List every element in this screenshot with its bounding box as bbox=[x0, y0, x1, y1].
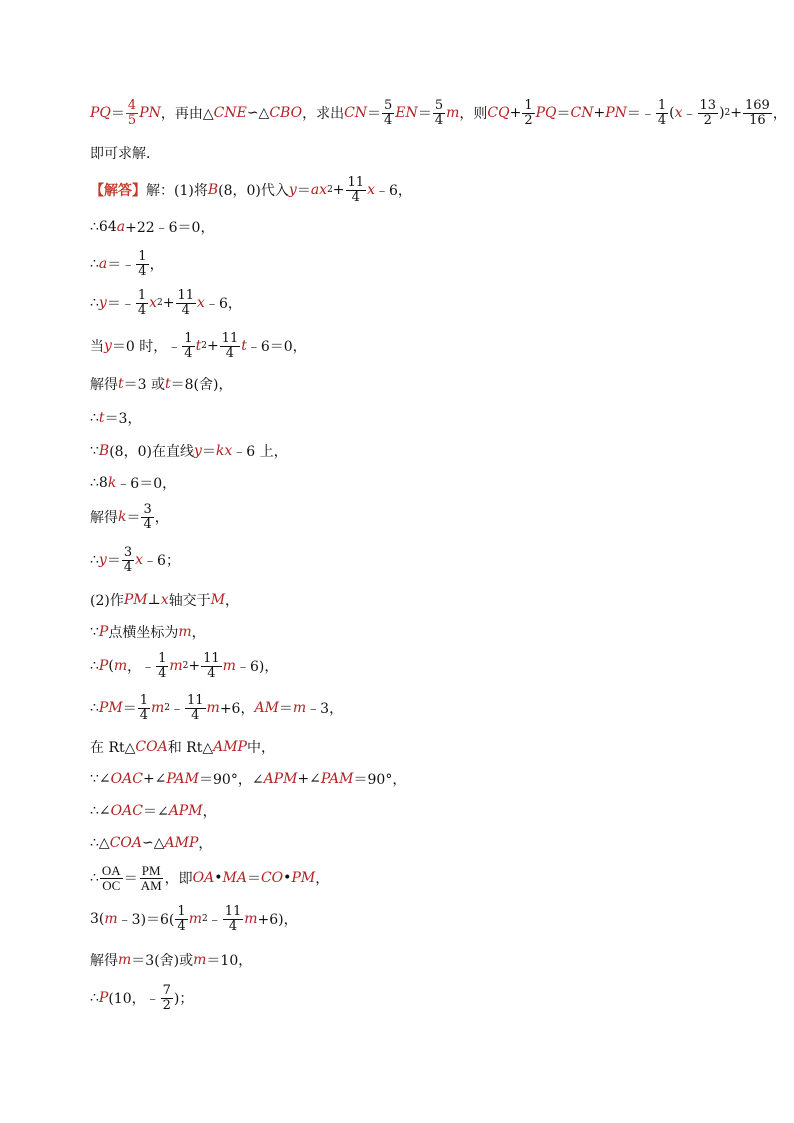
fraction bbox=[176, 289, 197, 317]
math-variable: kx bbox=[215, 443, 233, 459]
text-run: ， bbox=[191, 625, 206, 641]
fraction bbox=[223, 905, 244, 933]
line-13 bbox=[90, 540, 180, 580]
text-run: ＝ bbox=[556, 106, 571, 122]
text-run: ， bbox=[198, 836, 213, 852]
math-variable: y bbox=[98, 295, 107, 311]
math-variable: x bbox=[367, 182, 375, 198]
text-run: ＝ bbox=[278, 701, 293, 717]
text-run: ＝90°，∠ bbox=[199, 772, 264, 788]
text-run: ﹣ bbox=[169, 701, 184, 717]
math-variable: m bbox=[113, 658, 128, 674]
text-run: • bbox=[283, 870, 292, 886]
fraction bbox=[743, 99, 772, 127]
fraction bbox=[175, 905, 187, 933]
fraction bbox=[182, 332, 194, 360]
fraction-denominator: 5 bbox=[127, 112, 137, 128]
fraction-denominator: 2 bbox=[703, 112, 712, 128]
fraction-numerator: 11 bbox=[347, 174, 365, 190]
fraction-numerator: 3 bbox=[123, 544, 133, 560]
line-22 bbox=[90, 858, 329, 898]
fraction-numerator: 5 bbox=[384, 97, 393, 113]
fraction-numerator: 5 bbox=[434, 97, 444, 113]
text-run: ＝3 或 bbox=[123, 377, 165, 393]
fraction-denominator: 4 bbox=[351, 189, 360, 205]
text-run: 在 Rt△ bbox=[90, 740, 136, 756]
text-run: + bbox=[206, 338, 219, 354]
fraction-denominator: 4 bbox=[123, 559, 133, 575]
math-variable: m bbox=[292, 700, 307, 716]
math-variable: PM bbox=[123, 592, 148, 608]
math-variable: OAC bbox=[110, 771, 143, 787]
text-run: ＝ bbox=[201, 444, 216, 460]
text-run: ⊥ bbox=[147, 592, 161, 608]
fraction-denominator: 4 bbox=[207, 665, 216, 681]
text-run: ，求出 bbox=[302, 106, 345, 122]
text-run: 和 Rt△ bbox=[167, 740, 214, 756]
line-6 bbox=[90, 283, 242, 323]
text-run: ﹣ bbox=[682, 106, 697, 122]
line-7 bbox=[90, 326, 307, 366]
text-run: ＝8(舍)， bbox=[170, 377, 233, 393]
superscript: 2 bbox=[164, 703, 170, 713]
text-run: ＝ bbox=[367, 106, 382, 122]
text-run: ∴ bbox=[90, 870, 99, 886]
line-23 bbox=[90, 899, 298, 939]
fraction-denominator: 4 bbox=[158, 665, 167, 681]
math-variable: t bbox=[195, 338, 202, 354]
text-run: 即可求解． bbox=[90, 146, 160, 162]
math-variable: PN bbox=[605, 105, 627, 121]
text-run: ＝﹣ bbox=[106, 296, 135, 312]
math-variable: x bbox=[197, 295, 205, 311]
fraction bbox=[201, 652, 222, 680]
fraction bbox=[138, 694, 150, 722]
fraction-denominator: 4 bbox=[139, 707, 148, 723]
fraction-numerator: 1 bbox=[177, 903, 186, 919]
math-variable: k bbox=[118, 509, 127, 525]
fraction-denominator: 2 bbox=[162, 997, 171, 1013]
text-run: ( bbox=[108, 658, 114, 674]
text-run: ，﹣ bbox=[127, 659, 156, 675]
fraction-denominator: 4 bbox=[228, 918, 238, 934]
text-run: ∵∠ bbox=[90, 771, 111, 787]
math-variable: x bbox=[160, 592, 169, 608]
math-variable: EN bbox=[395, 105, 418, 121]
math-variable: m bbox=[104, 911, 118, 927]
math-variable: y bbox=[288, 182, 297, 198]
math-variable: PM bbox=[98, 700, 123, 716]
line-12 bbox=[90, 497, 169, 537]
text-run: ﹣6)， bbox=[235, 659, 279, 675]
line-5 bbox=[90, 244, 164, 284]
text-run: +6， bbox=[219, 701, 255, 717]
fraction-denominator: 4 bbox=[177, 918, 186, 934]
text-run: +22﹣6＝0， bbox=[125, 220, 215, 236]
fraction-denominator: 4 bbox=[434, 112, 444, 128]
text-run: ＝ bbox=[417, 106, 432, 122]
fraction-numerator: OA bbox=[101, 862, 121, 878]
math-variable: CN bbox=[344, 105, 368, 121]
superscript: 2 bbox=[201, 341, 207, 351]
fraction-numerator: 169 bbox=[745, 97, 770, 113]
line-16 bbox=[90, 646, 278, 686]
fraction-numerator: 11 bbox=[203, 650, 220, 666]
fraction bbox=[220, 332, 241, 360]
text-run: 解得 bbox=[90, 953, 118, 969]
math-variable: m bbox=[188, 911, 202, 927]
math-variable: t bbox=[241, 338, 247, 354]
fraction-denominator: 4 bbox=[191, 707, 200, 723]
text-run: ，则 bbox=[459, 106, 488, 122]
line-17 bbox=[90, 688, 343, 728]
math-variable: P bbox=[98, 624, 109, 640]
text-run: ＝﹣ bbox=[626, 106, 655, 122]
fraction-denominator: 4 bbox=[181, 302, 190, 318]
text-run: ∽△ bbox=[142, 835, 165, 851]
math-variable: P bbox=[98, 658, 109, 674]
fraction-numerator: 1 bbox=[158, 650, 167, 666]
fraction bbox=[522, 99, 534, 127]
text-run: (8，0)代入 bbox=[218, 183, 289, 199]
text-run: ∽△ bbox=[246, 105, 270, 121]
math-variable: COA bbox=[109, 835, 142, 851]
line-2 bbox=[90, 133, 160, 173]
math-variable: m bbox=[446, 105, 460, 121]
fraction bbox=[698, 99, 719, 127]
text-run: 中， bbox=[246, 740, 275, 756]
math-variable: k bbox=[107, 475, 117, 491]
text-run: ＝10， bbox=[206, 953, 253, 969]
text-run: 解得 bbox=[90, 510, 118, 526]
text-run: ) bbox=[719, 105, 725, 121]
fraction-denominator: 4 bbox=[384, 112, 393, 128]
superscript: 2 bbox=[157, 298, 163, 308]
text-run: + bbox=[730, 105, 743, 121]
text-run: ∴∠ bbox=[90, 803, 111, 819]
fraction-numerator: 3 bbox=[143, 501, 152, 517]
math-variable: CBO bbox=[269, 105, 303, 121]
text-run: 解：(1)将 bbox=[146, 183, 208, 199]
text-run: ＝3， bbox=[104, 411, 142, 427]
math-variable: AMP bbox=[164, 835, 199, 851]
text-run: + bbox=[332, 182, 345, 198]
math-variable: PM bbox=[291, 870, 316, 886]
text-run: ∵ bbox=[90, 443, 99, 459]
math-variable: m bbox=[150, 700, 165, 716]
text-run: (8，0)在直线 bbox=[109, 444, 194, 460]
text-run: ， bbox=[315, 871, 330, 887]
text-run: ∵ bbox=[90, 624, 99, 640]
fraction-denominator: 4 bbox=[657, 112, 667, 128]
fraction bbox=[136, 289, 148, 317]
line-25 bbox=[90, 978, 193, 1018]
text-run: ∴ bbox=[90, 410, 99, 426]
text-run: ﹣6， bbox=[374, 183, 412, 199]
text-run: ， bbox=[225, 593, 240, 609]
fraction-numerator: 4 bbox=[127, 97, 137, 113]
math-variable: CNE bbox=[213, 105, 247, 121]
text-run: ，再由△ bbox=[160, 106, 214, 122]
text-run: ﹣6， bbox=[204, 296, 242, 312]
text-run: ∴ bbox=[90, 990, 99, 1006]
fraction-numerator: 13 bbox=[699, 97, 717, 113]
fraction-denominator: 16 bbox=[749, 112, 766, 128]
math-variable: t bbox=[98, 410, 105, 426]
text-run: ＝ bbox=[123, 871, 138, 887]
math-variable: x bbox=[149, 295, 158, 311]
math-variable: PAM bbox=[320, 771, 354, 787]
fraction bbox=[185, 694, 206, 722]
text-run: )； bbox=[173, 991, 194, 1007]
text-run: ＝ bbox=[110, 106, 125, 122]
text-run: ∴ bbox=[90, 658, 99, 674]
text-run: ＝ bbox=[296, 183, 311, 199]
text-run: ∴ bbox=[90, 552, 99, 568]
math-variable: t bbox=[118, 376, 124, 392]
text-run: ﹣6 上， bbox=[232, 444, 288, 460]
math-variable: y bbox=[104, 338, 112, 354]
fraction-numerator: 1 bbox=[138, 248, 147, 264]
text-run: 点横坐标为 bbox=[108, 625, 179, 641]
fraction bbox=[433, 99, 445, 127]
fraction-numerator: 1 bbox=[139, 692, 148, 708]
math-variable: MA bbox=[222, 870, 247, 886]
math-variable: P bbox=[98, 990, 109, 1006]
fraction-numerator: PM bbox=[141, 862, 161, 878]
text-run: ＝ bbox=[106, 553, 121, 569]
math-variable: AMP bbox=[213, 739, 247, 755]
math-variable: PQ bbox=[90, 105, 111, 121]
fraction bbox=[382, 99, 394, 127]
text-run: 解得 bbox=[90, 377, 118, 393]
fraction bbox=[136, 250, 148, 278]
fraction-denominator: OC bbox=[102, 877, 121, 893]
text-run: ∴ bbox=[90, 256, 99, 272]
math-variable: m bbox=[118, 952, 132, 968]
text-run: ， bbox=[154, 510, 169, 526]
fraction bbox=[100, 864, 123, 892]
math-variable: CQ bbox=[487, 105, 510, 121]
math-variable: a bbox=[98, 256, 108, 272]
text-run: ＝ bbox=[126, 510, 141, 526]
math-variable: PQ bbox=[535, 105, 557, 121]
text-run: ﹣6＝0， bbox=[246, 339, 307, 355]
math-variable: COA bbox=[135, 739, 168, 755]
math-variable: m bbox=[222, 658, 236, 674]
text-run: 轴交于 bbox=[168, 593, 211, 609]
fraction-denominator: 4 bbox=[184, 345, 193, 361]
text-run: ∴ bbox=[90, 295, 99, 311]
text-run: (10，﹣ bbox=[108, 991, 160, 1007]
math-variable: m bbox=[169, 658, 183, 674]
text-run: ＝90°， bbox=[353, 772, 407, 788]
fraction-numerator: 1 bbox=[524, 97, 533, 113]
text-run: ﹣ bbox=[207, 912, 222, 928]
answer-tag: 【解答】 bbox=[90, 183, 146, 199]
fraction bbox=[126, 99, 138, 127]
fraction-numerator: 1 bbox=[657, 97, 667, 113]
fraction-denominator: 4 bbox=[225, 345, 235, 361]
superscript: 2 bbox=[182, 661, 189, 671]
text-run: ∴64 bbox=[90, 219, 117, 235]
math-variable: AM bbox=[254, 700, 279, 716]
fraction-numerator: 1 bbox=[137, 287, 147, 303]
text-run: ＝﹣ bbox=[107, 257, 136, 273]
fraction-denominator: 4 bbox=[138, 263, 147, 279]
fraction-numerator: 1 bbox=[184, 330, 193, 346]
text-run: ∴8 bbox=[90, 475, 108, 491]
fraction-denominator: 4 bbox=[137, 302, 147, 318]
math-variable: CO bbox=[260, 870, 284, 886]
text-run: • bbox=[214, 870, 223, 886]
fraction bbox=[141, 503, 153, 531]
fraction-numerator: 11 bbox=[221, 330, 239, 346]
math-variable: x bbox=[674, 105, 683, 121]
fraction bbox=[161, 984, 173, 1012]
text-run: ＝ bbox=[246, 871, 261, 887]
text-run: (2)作 bbox=[90, 593, 124, 609]
math-variable: ax bbox=[310, 182, 328, 198]
math-variable: y bbox=[193, 443, 202, 459]
math-variable: m bbox=[178, 624, 192, 640]
text-run: ，即 bbox=[164, 871, 193, 887]
fraction bbox=[346, 176, 367, 204]
math-variable: CN bbox=[570, 105, 594, 121]
fraction-numerator: 11 bbox=[186, 692, 204, 708]
math-variable: OA bbox=[192, 870, 215, 886]
text-run: +6)， bbox=[257, 912, 298, 928]
text-run: +∠ bbox=[142, 771, 167, 787]
text-run: ﹣3， bbox=[306, 701, 344, 717]
superscript: 2 bbox=[201, 914, 208, 924]
line-3 bbox=[90, 170, 412, 210]
fraction-denominator: 2 bbox=[524, 112, 533, 128]
text-run: 3( bbox=[90, 911, 105, 927]
fraction-denominator: AM bbox=[140, 877, 162, 893]
line-4 bbox=[90, 207, 214, 247]
text-run: ＝∠ bbox=[142, 804, 169, 820]
math-variable: APM bbox=[168, 803, 203, 819]
text-run: + bbox=[509, 105, 522, 121]
math-variable: m bbox=[206, 700, 220, 716]
fraction-denominator: 4 bbox=[143, 516, 152, 532]
math-variable: y bbox=[98, 552, 107, 568]
text-run: ， bbox=[202, 804, 217, 820]
math-variable: t bbox=[165, 376, 171, 392]
text-run: ∴ bbox=[90, 700, 99, 716]
line-21 bbox=[90, 823, 212, 863]
text-run: ﹣3)＝6( bbox=[117, 912, 175, 928]
math-variable: M bbox=[210, 592, 226, 608]
math-variable: a bbox=[116, 219, 126, 235]
line-1 bbox=[90, 93, 787, 133]
fraction bbox=[139, 864, 164, 892]
fraction bbox=[156, 652, 168, 680]
math-variable: m bbox=[244, 911, 258, 927]
math-variable: x bbox=[135, 552, 144, 568]
text-run: ＝ bbox=[122, 701, 137, 717]
text-run: ( bbox=[669, 105, 675, 121]
text-run: ， bbox=[772, 106, 787, 122]
text-run: 当 bbox=[90, 339, 104, 355]
text-run: + bbox=[593, 105, 606, 121]
fraction bbox=[122, 546, 134, 574]
text-run: + bbox=[162, 295, 175, 311]
superscript: 2 bbox=[724, 108, 731, 118]
text-run: + bbox=[188, 658, 201, 674]
text-run: ﹣6＝0， bbox=[116, 476, 177, 492]
superscript: 2 bbox=[327, 185, 333, 195]
math-variable: APM bbox=[263, 771, 298, 787]
fraction-numerator: 11 bbox=[224, 903, 242, 919]
text-run: ∴△ bbox=[90, 835, 110, 851]
math-variable: B bbox=[207, 182, 219, 198]
text-run: ﹣6； bbox=[143, 553, 180, 569]
line-24 bbox=[90, 940, 252, 980]
math-variable: m bbox=[193, 952, 207, 968]
fraction-numerator: 11 bbox=[177, 287, 195, 303]
math-variable: PAM bbox=[166, 771, 200, 787]
text-run: ＝3(舍)或 bbox=[131, 953, 194, 969]
math-variable: B bbox=[98, 443, 110, 459]
fraction bbox=[656, 99, 668, 127]
text-run: ， bbox=[149, 257, 164, 273]
fraction-numerator: 7 bbox=[162, 982, 171, 998]
math-variable: PN bbox=[139, 105, 161, 121]
text-run: +∠ bbox=[297, 771, 321, 787]
math-variable: OAC bbox=[110, 803, 143, 819]
text-run: ＝0 时，﹣ bbox=[111, 339, 182, 355]
